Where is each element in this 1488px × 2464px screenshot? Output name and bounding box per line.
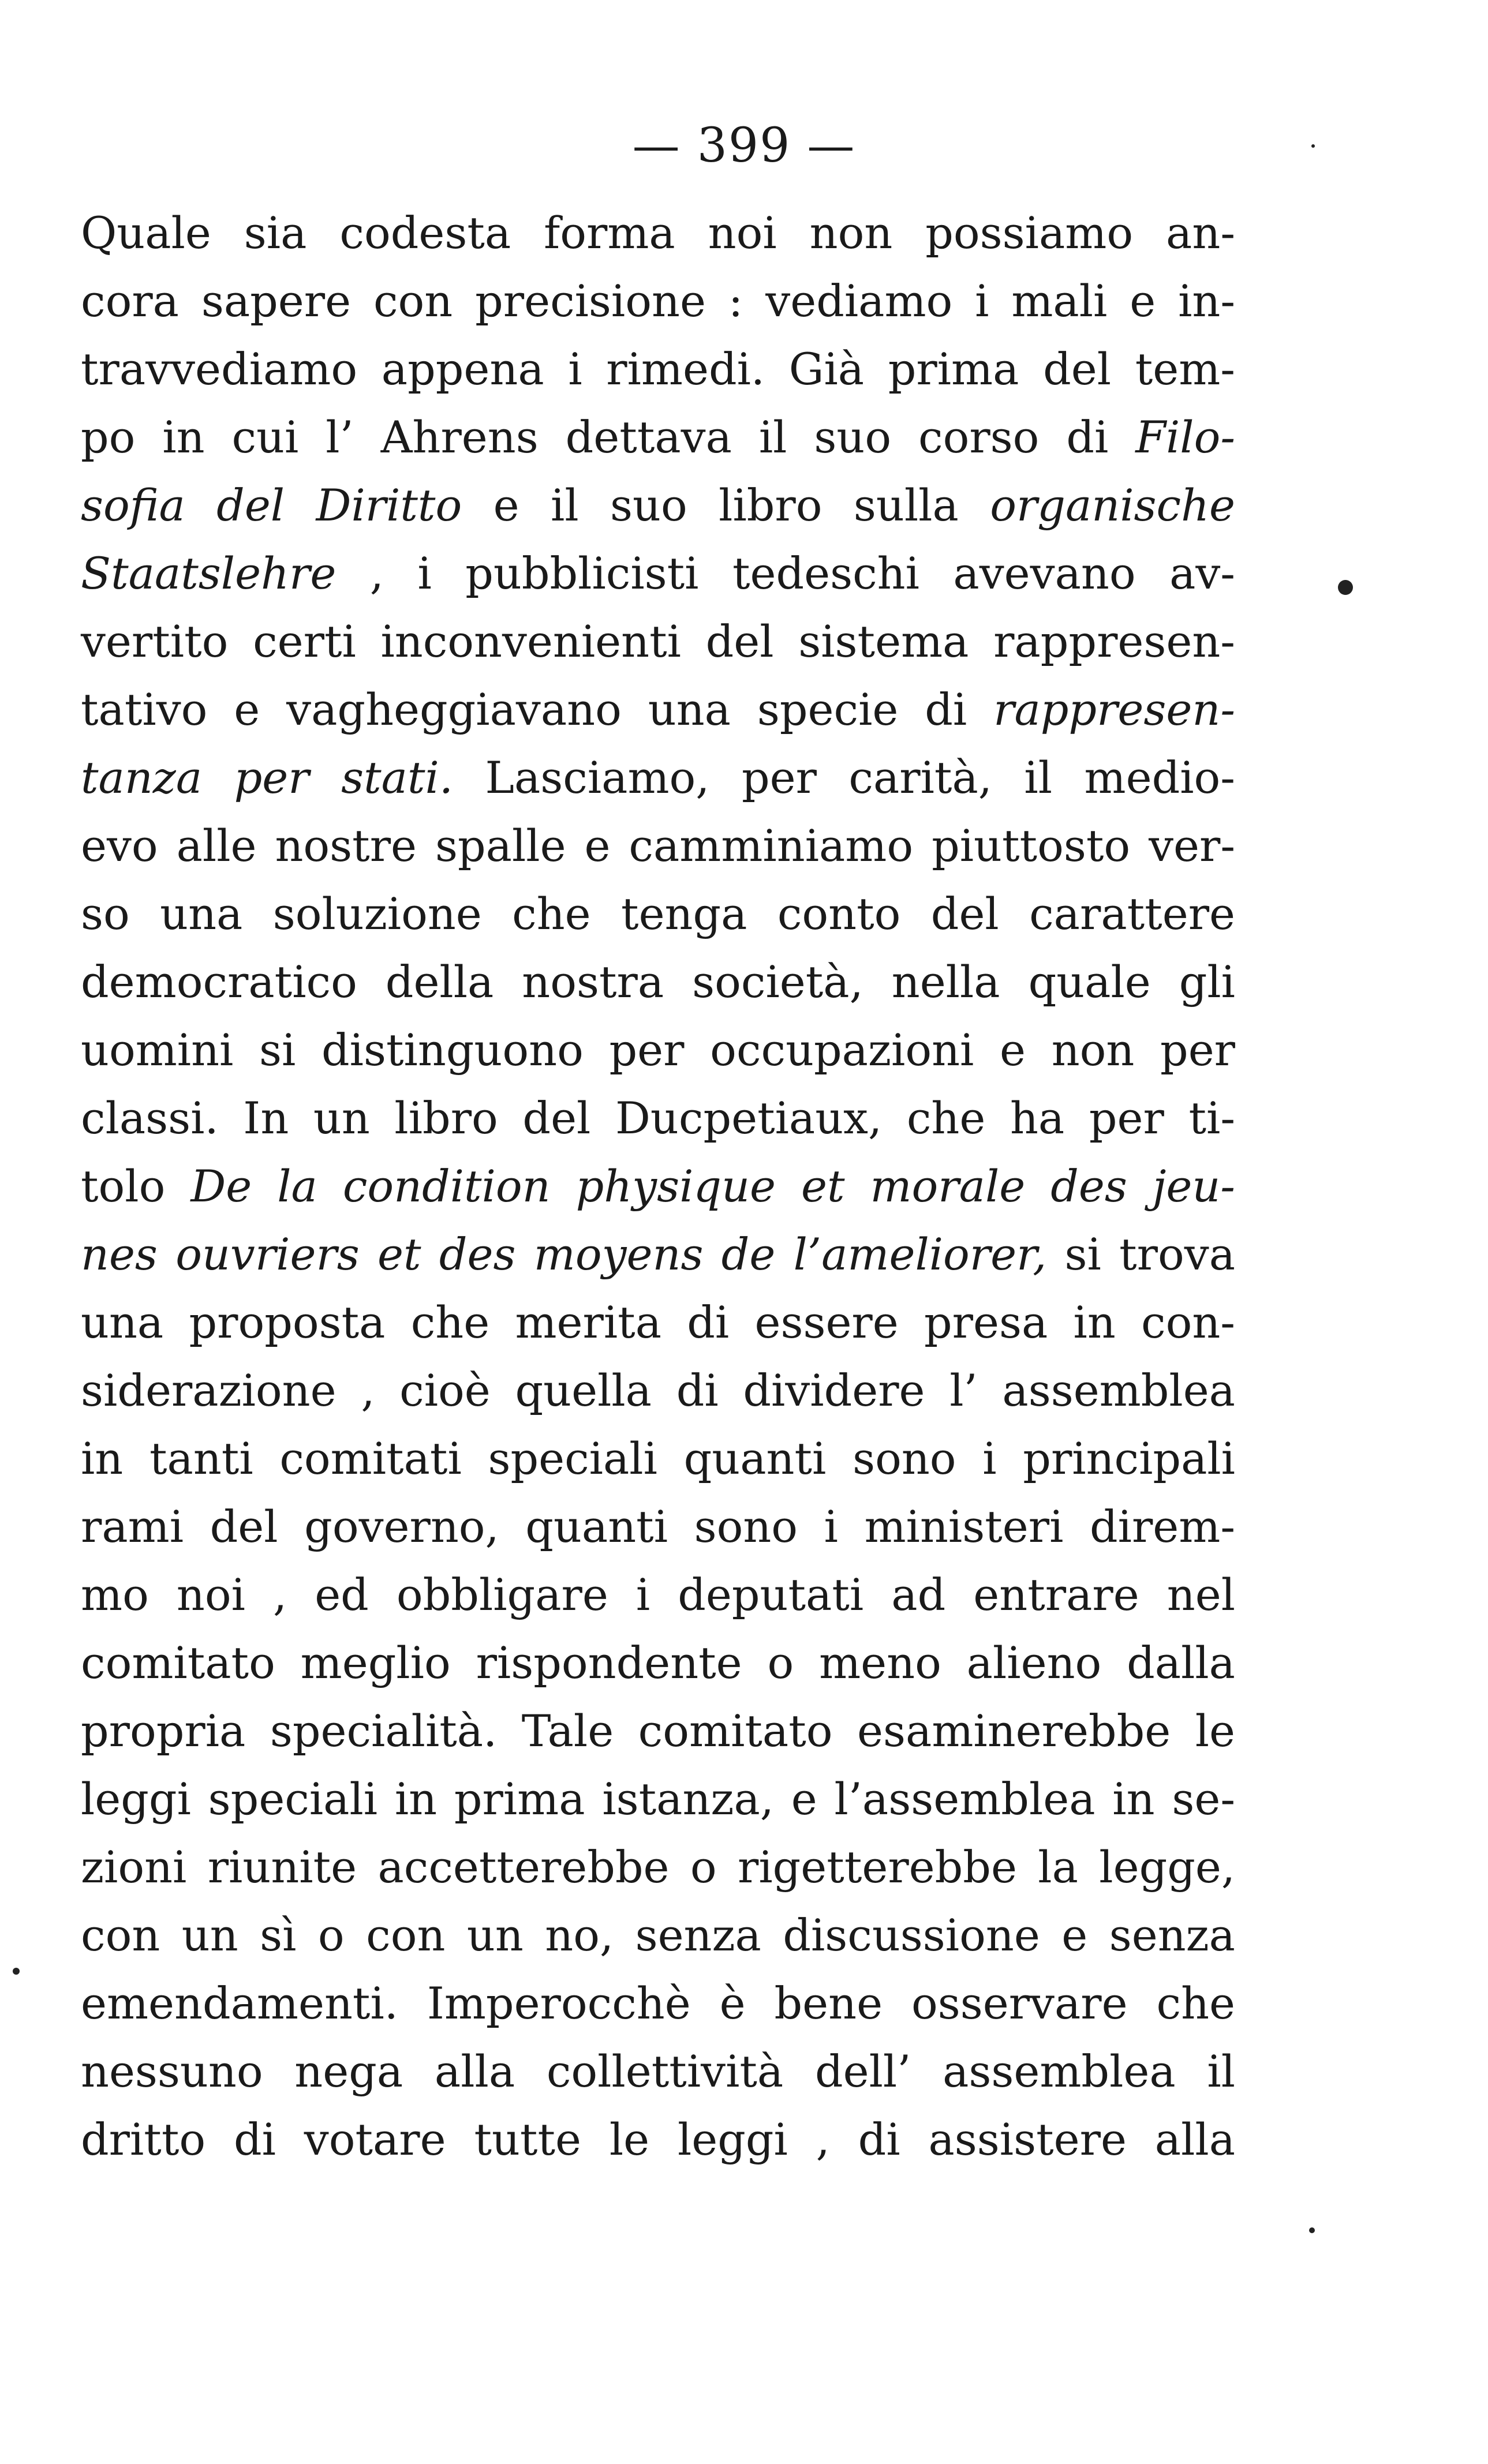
text-segment: dritto di votare tutte le leggi , di assistere alla (81, 2114, 1235, 2165)
page-number: — 399 — (632, 118, 856, 173)
text-segment: leggi speciali in prima istanza, e l’assemblea in se- (81, 1773, 1235, 1825)
text-line (81, 1629, 1235, 1697)
text-segment: vertito certi inconvenienti del sistema rappresen- (81, 616, 1235, 667)
text-line (81, 1152, 1235, 1220)
text-segment: cora sapere con precisione : vediamo i mali e in- (81, 275, 1235, 327)
ink-speck (1309, 2227, 1315, 2233)
text-line (81, 1697, 1235, 1765)
text-line (81, 1220, 1235, 1289)
text-segment: siderazione , cioè quella di dividere l’ assemblea (81, 1365, 1235, 1416)
text-segment: con un sì o con un no, senza discussione e senza (81, 1909, 1235, 1961)
italic-segment: organische (990, 480, 1235, 531)
text-line (81, 744, 1235, 812)
italic-segment: rappresen- (993, 684, 1235, 735)
ink-speck (13, 1968, 20, 1975)
text-line (81, 1016, 1235, 1084)
text-line (81, 335, 1235, 403)
text-segment: Quale sia codesta forma noi non possiamo an- (81, 207, 1235, 259)
text-segment: nessuno nega alla collettività dell’ assemblea il (81, 2046, 1235, 2097)
text-line (81, 1833, 1235, 1901)
text-segment: e il suo libro sulla (462, 480, 990, 531)
text-line (81, 1561, 1235, 1629)
text-segment: , i pubblicisti tedeschi avevano av- (336, 548, 1235, 599)
text-line (81, 948, 1235, 1016)
text-line (81, 1969, 1235, 2038)
italic-segment: Filo- (1135, 411, 1235, 463)
text-line (81, 2106, 1235, 2174)
italic-segment: nes ouvriers et des moyens de l’ameliorer, (81, 1229, 1047, 1280)
text-segment: tativo e vagheggiavano una specie di (81, 684, 994, 735)
text-segment: classi. In un libro del Ducpetiaux, che ha per ti- (81, 1092, 1235, 1144)
text-segment: so una soluzione che tenga conto del carattere (81, 888, 1235, 939)
text-segment: po in cui l’ Ahrens dettava il suo corso di (81, 411, 1136, 463)
text-line (81, 2038, 1235, 2106)
text-line (81, 1765, 1235, 1833)
text-segment: rami del governo, quanti sono i ministeri direm- (81, 1501, 1235, 1552)
text-line (81, 540, 1235, 608)
italic-segment: sofia del Diritto (81, 480, 462, 531)
text-line (81, 608, 1235, 676)
text-segment: Lasciamo, per carità, il medio- (453, 752, 1235, 803)
text-segment: si trova (1046, 1229, 1235, 1280)
text-segment: democratico della nostra società, nella quale gli (81, 956, 1235, 1008)
italic-segment: Staatslehre (81, 548, 337, 599)
text-line (81, 880, 1235, 948)
text-segment: emendamenti. Imperocchè è bene osservare che (81, 1978, 1235, 2029)
text-line (81, 1289, 1235, 1357)
text-line (81, 1357, 1235, 1425)
text-line (81, 1493, 1235, 1561)
text-segment: uomini si distinguono per occupazioni e non per (81, 1024, 1235, 1076)
ink-speck (1311, 144, 1315, 148)
text-segment: zioni riunite accetterebbe o rigetterebbe la legge, (81, 1841, 1235, 1893)
text-line (81, 1084, 1235, 1152)
text-line (81, 267, 1235, 335)
text-segment: mo noi , ed obbligare i deputati ad entrare nel (81, 1569, 1235, 1620)
text-segment: una proposta che merita di essere presa in con- (81, 1297, 1235, 1348)
italic-segment: tanza per stati. (81, 752, 453, 803)
text-segment: tolo (81, 1160, 191, 1212)
text-line (81, 676, 1235, 744)
text-line (81, 812, 1235, 880)
ink-speck (1338, 580, 1353, 595)
text-line (81, 471, 1235, 540)
text-segment: comitato meglio rispondente o meno alieno dalla (81, 1637, 1235, 1688)
italic-segment: De la condition physique et morale des jeu- (190, 1160, 1235, 1212)
text-segment: propria specialità. Tale comitato esaminerebbe le (81, 1705, 1235, 1757)
text-line (81, 403, 1235, 471)
text-segment: travvediamo appena i rimedi. Già prima del tem- (81, 343, 1235, 395)
body-text (81, 199, 1235, 2174)
text-line (81, 1425, 1235, 1493)
text-segment: evo alle nostre spalle e camminiamo piuttosto ver- (81, 820, 1235, 871)
text-segment: in tanti comitati speciali quanti sono i principali (81, 1433, 1235, 1484)
text-line (81, 1901, 1235, 1969)
text-line (81, 199, 1235, 267)
